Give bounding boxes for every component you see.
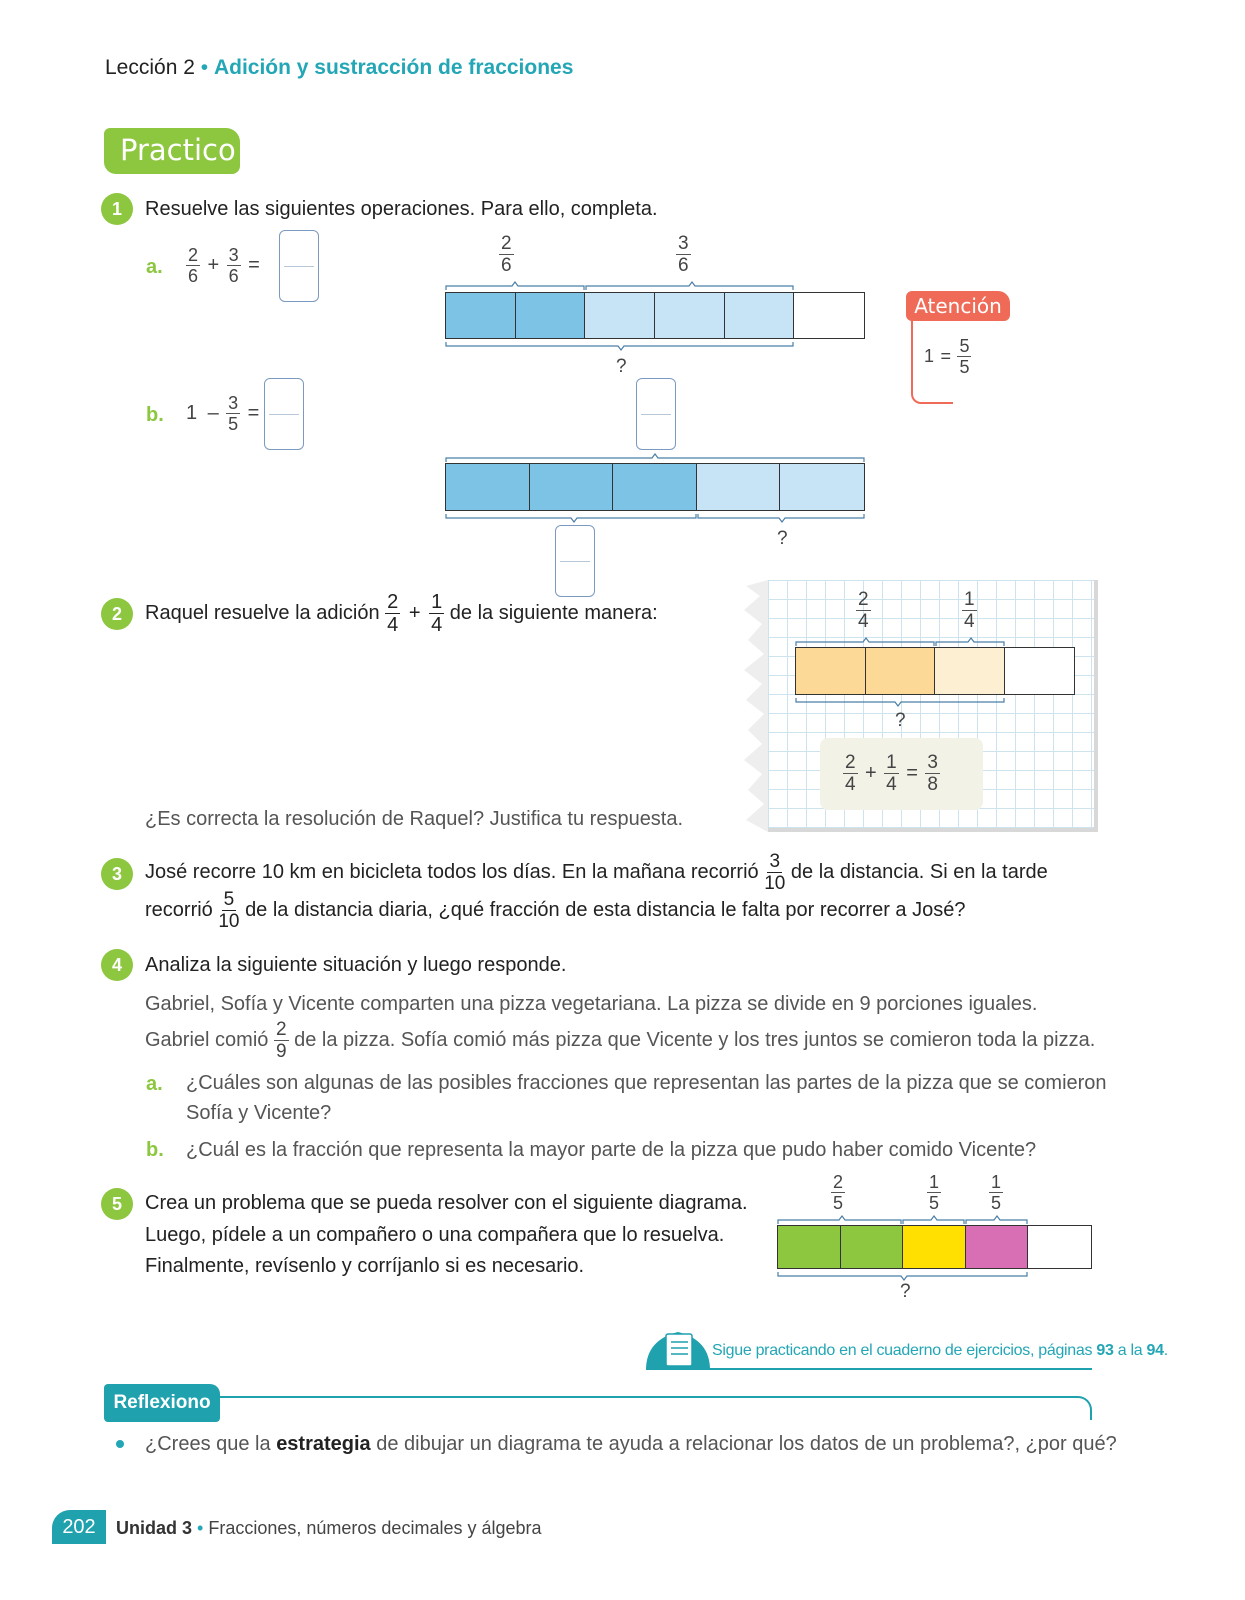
page-number: 202 [52, 1510, 106, 1544]
unit-label: Unidad 3 [116, 1518, 193, 1538]
exercise-4b-text: ¿Cuál es la fracción que representa la mayor parte de la pizza que pudo haber comido Vicente? [186, 1139, 1037, 1161]
bullet-dot [116, 1440, 124, 1448]
question-text: ¿Crees que la [145, 1433, 271, 1455]
bar-a-label-1: $\frac{2}{6}$ [501, 233, 512, 276]
fraction-bar-raquel [795, 647, 1075, 695]
exercise-3-number: 3 [101, 858, 133, 890]
bar-segment [796, 648, 866, 694]
exercise-5-line-1: Crea un problema que se pueda resolver con el siguiente diagrama. [145, 1192, 748, 1214]
question-bold-word: estrategia [276, 1433, 371, 1455]
grid-bar-label-2: $\frac{1}{4}$ [964, 589, 975, 632]
exercise-2-question: ¿Es correcta la resolución de Raquel? Justifica tu respuesta. [145, 808, 684, 830]
lesson-label: Lección 2 [105, 56, 195, 79]
raquel-result-expression: $\frac{2}{4}$ + $\frac{1}{4}$ = $\frac{3}{8}$ [845, 752, 938, 795]
atencion-expression [924, 337, 971, 376]
bar-a-question-mark: ? [616, 356, 627, 377]
bar-segment [780, 464, 864, 510]
bar-segment [794, 293, 864, 338]
bar-segment [446, 293, 516, 338]
bar-5-bottom-brace [774, 1270, 1094, 1288]
fraction: $\frac{3}{5}$ [228, 393, 239, 434]
unit-title: Fracciones, números decimales y álgebra [208, 1518, 542, 1538]
exercise-2-statement: Raquel resuelve la adición $\frac{2}{4}$ + $\frac{1}{4}$ de la siguiente manera: [145, 591, 658, 636]
bar-b-question-mark: ? [777, 528, 788, 549]
bar-segment [841, 1226, 904, 1268]
fraction: $\frac{5}{5}$ [959, 336, 970, 377]
cuaderno-reference [712, 1342, 1168, 1360]
bar-a-bottom-brace [440, 340, 870, 358]
reflexiono-label: Reflexiono [104, 1384, 220, 1422]
page-end: 94 [1146, 1342, 1164, 1359]
bar-segment [1028, 1226, 1091, 1268]
answer-box-1a[interactable] [279, 230, 319, 302]
torn-paper-edge [738, 580, 772, 832]
number-one: 1 [186, 402, 198, 424]
bar-5-label-2: $\frac{1}{5}$ [929, 1172, 940, 1213]
bar-segment [778, 1226, 841, 1268]
question-text: de dibujar un diagrama te ayuda a relacionar los datos de un problema?, ¿por qué? [376, 1433, 1117, 1455]
exercise-1a-letter: a. [146, 256, 163, 278]
exercise-5-line-2: Luego, pídele a un compañero o una compañera que lo resuelva. [145, 1224, 725, 1246]
notebook-icon [644, 1328, 712, 1372]
grid-bar-label-1: $\frac{2}{4}$ [858, 589, 869, 632]
section-title-practico: Practico [104, 128, 240, 174]
exercise-1b-letter: b. [146, 404, 164, 426]
equals-sign: = [940, 346, 951, 366]
exercise-4a-letter: a. [146, 1073, 163, 1095]
footer-separator: • [197, 1518, 204, 1538]
answer-box-bar-b-bottom[interactable] [555, 525, 595, 597]
exercise-4a-text-2: Sofía y Vicente? [186, 1102, 332, 1124]
answer-box-bar-b-top[interactable] [636, 378, 676, 450]
fraction-bar-a [445, 292, 865, 339]
number-one: 1 [924, 346, 935, 366]
bar-segment [530, 464, 614, 510]
equals-sign: = [247, 402, 260, 424]
bar-5-label-3: $\frac{1}{5}$ [991, 1172, 1002, 1213]
bar-segment [725, 293, 795, 338]
statement-text: de la distancia. Si en la tarde [790, 860, 1048, 883]
bar-segment [516, 293, 586, 338]
cuaderno-text: Sigue practicando en el cuaderno de ejercicios, páginas [712, 1342, 1093, 1359]
bar-segment [613, 464, 697, 510]
statement-text: de la pizza. Sofía comió más pizza que Vicente y los tres juntos se comieron toda la pizza. [294, 1028, 1096, 1051]
bar-segment [655, 293, 725, 338]
bar-segment [585, 293, 655, 338]
exercise-1a-expression [186, 246, 263, 285]
exercise-1b-expression [186, 394, 262, 433]
statement-text: Gabriel comió [145, 1028, 269, 1051]
fraction: $\frac{2}{6}$ [188, 245, 199, 286]
cuaderno-underline [660, 1368, 1092, 1370]
header-separator: • [200, 56, 209, 79]
exercise-4-paragraph-2: Gabriel comió $\frac{2}{9}$ de la pizza. Sofía comió más pizza que Vicente y los tres juntos se comieron toda la pizza. [145, 1019, 1096, 1062]
bar-segment [903, 1226, 966, 1268]
exercise-2-number: 2 [101, 598, 133, 630]
exercise-3-line-1: José recorre 10 km en bicicleta todos los días. En la mañana recorrió $\frac{3}{10}$ de la distancia. Si en la tarde [145, 851, 1048, 894]
lesson-header [105, 56, 573, 80]
page-start: 93 [1096, 1342, 1114, 1359]
statement-text: de la distancia diaria, ¿qué fracción de esta distancia le falta por recorrer a José? [245, 898, 966, 921]
exercise-3-line-2: recorrió $\frac{5}{10}$ de la distancia diaria, ¿qué fracción de esta distancia le falta por recorrer a José? [145, 889, 966, 932]
statement-text: de la siguiente manera: [449, 601, 658, 624]
bar-segment [697, 464, 781, 510]
bar-5-label-1: $\frac{2}{5}$ [833, 1172, 844, 1213]
exercise-4-statement: Analiza la siguiente situación y luego responde. [145, 954, 567, 976]
exercise-1-number: 1 [101, 193, 133, 225]
exercise-4-paragraph-1: Gabriel, Sofía y Vicente comparten una pizza vegetariana. La pizza se divide en 9 porciones iguales. [145, 993, 1038, 1015]
reflexiono-frame [220, 1396, 1092, 1420]
bar-segment [935, 648, 1005, 694]
footer-unit [116, 1518, 542, 1539]
exercise-5-number: 5 [101, 1188, 133, 1220]
fraction-bar-5 [777, 1225, 1092, 1269]
lesson-topic: Adición y sustracción de fracciones [213, 56, 574, 79]
answer-box-1b[interactable] [264, 378, 304, 450]
statement-text: Raquel resuelve la adición [145, 601, 380, 624]
grid-bar-question-mark: ? [895, 710, 906, 731]
bar-5-question-mark: ? [900, 1281, 911, 1302]
bar-a-label-2: $\frac{3}{6}$ [678, 233, 689, 276]
grid-bar-bottom-brace [792, 696, 1082, 714]
exercise-5-line-3: Finalmente, revísenlo y corríjanlo si es necesario. [145, 1255, 585, 1277]
atencion-label: Atención [906, 291, 1010, 321]
plus-sign: + [207, 254, 220, 276]
fraction: $\frac{3}{6}$ [228, 245, 239, 286]
cuaderno-text: . [1163, 1342, 1168, 1359]
equals-sign: = [248, 254, 260, 276]
fraction-bar-b [445, 463, 865, 511]
statement-text: recorrió [145, 898, 213, 921]
exercise-4-number: 4 [101, 949, 133, 981]
bar-segment [966, 1226, 1029, 1268]
bar-segment [446, 464, 530, 510]
bar-segment [866, 648, 936, 694]
exercise-1-statement: Resuelve las siguientes operaciones. Para ello, completa. [145, 198, 658, 220]
statement-text: José recorre 10 km en bicicleta todos los días. En la mañana recorrió [145, 860, 759, 883]
bar-b-bottom-braces [440, 512, 870, 530]
bar-segment [1005, 648, 1075, 694]
exercise-4a-text-1: ¿Cuáles son algunas de las posibles fracciones que representan las partes de la pizza que se comieron [186, 1072, 1107, 1094]
minus-sign: – [207, 402, 219, 424]
cuaderno-text: a la [1117, 1342, 1143, 1359]
exercise-4b-letter: b. [146, 1139, 164, 1161]
reflexiono-question [145, 1433, 1117, 1456]
